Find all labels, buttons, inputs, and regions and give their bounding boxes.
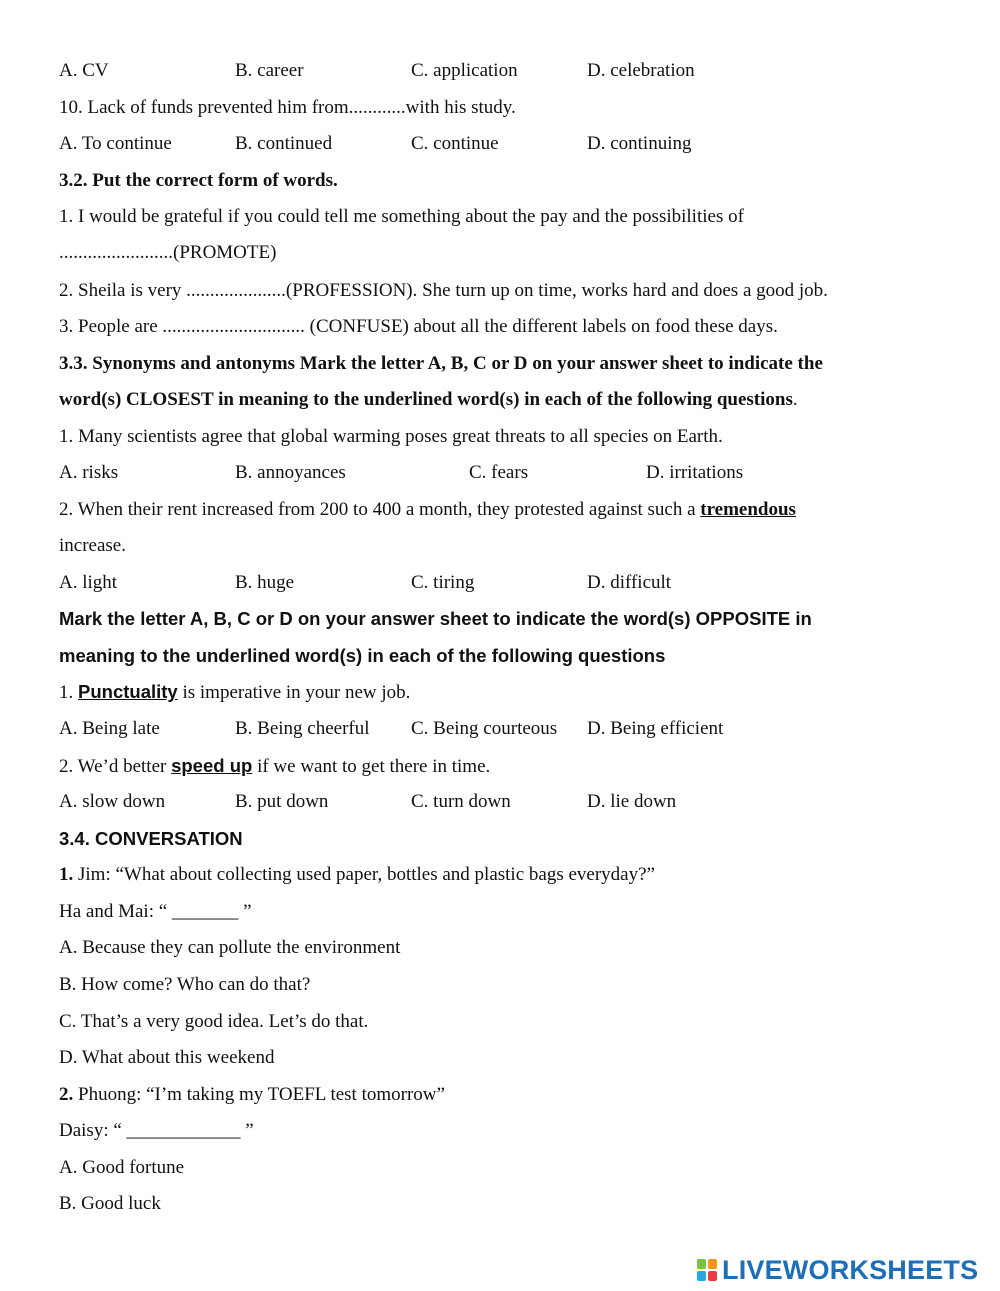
q10-option-b[interactable]: B. continued <box>235 133 333 154</box>
section-3-3-heading-line1: 3.3. Synonyms and antonyms Mark the letter A, B, C or D on your answer sheet to indicate the <box>59 353 823 374</box>
logo-icon-tile-green <box>697 1259 706 1269</box>
s33-q1-option-b[interactable]: B. annoyances <box>235 462 346 483</box>
q10-option-a[interactable]: A. To continue <box>59 133 172 154</box>
conv2-num: 2. <box>59 1084 74 1105</box>
conv1-option-d[interactable]: D. What about this weekend <box>59 1047 275 1068</box>
s33-heading-line2-text: word(s) CLOSEST in meaning to the underlined word(s) in each of the following questions <box>59 389 793 410</box>
q10-option-c[interactable]: C. continue <box>411 133 499 154</box>
opp-q2-option-b[interactable]: B. put down <box>235 791 329 812</box>
s33-q2-option-d[interactable]: D. difficult <box>587 572 672 593</box>
s32-q2: 2. Sheila is very .....................(PROFESSION). She turn up on time, works hard and does a good job. <box>59 280 828 301</box>
q10-stem: 10. Lack of funds prevented him from............with his study. <box>59 97 516 118</box>
s32-q1-line1: 1. I would be grateful if you could tell me something about the pay and the possibilities of <box>59 206 744 227</box>
q9-options <box>59 60 959 82</box>
logo-icon-tile-red <box>708 1271 717 1281</box>
liveworksheets-logo-icon <box>697 1259 717 1281</box>
conv2-line <box>59 1084 445 1106</box>
opposite-heading-line1: Mark the letter A, B, C or D on your answer sheet to indicate the word(s) OPPOSITE in <box>59 608 812 629</box>
q9-option-b[interactable]: B. career <box>235 60 304 81</box>
opp-q1-num: 1. <box>59 682 78 703</box>
s33-q2-option-b[interactable]: B. huge <box>235 572 295 593</box>
opp-q1-option-b[interactable]: B. Being cheerful <box>235 718 370 739</box>
opp-q1-option-c[interactable]: C. Being courteous <box>411 718 558 739</box>
s33-q2-option-a[interactable]: A. light <box>59 572 118 593</box>
conv2-option-a[interactable]: A. Good fortune <box>59 1157 185 1178</box>
conv1-num: 1. <box>59 864 74 885</box>
conv1-option-b[interactable]: B. How come? Who can do that? <box>59 974 311 995</box>
logo-text: LIVEWORKSHEETS <box>722 1254 979 1285</box>
opp-q2-option-c[interactable]: C. turn down <box>411 791 511 812</box>
opp-q1-option-d[interactable]: D. Being efficient <box>587 718 724 739</box>
s33-q1-stem: 1. Many scientists agree that global warming poses great threats to all species on Earth. <box>59 426 723 447</box>
opp-q2-underlined-word: speed up <box>171 755 253 776</box>
s33-q1-option-a[interactable]: A. risks <box>59 462 119 483</box>
opposite-heading-line2: meaning to the underlined word(s) in each of the following questions <box>59 645 666 666</box>
opp-q2-rest: if we want to get there in time. <box>252 756 491 777</box>
s33-q1-option-c[interactable]: C. fears <box>469 462 529 483</box>
conv2-reply: Daisy: “ ____________ ” <box>59 1120 254 1141</box>
s33-q2-option-c[interactable]: C. tiring <box>411 572 475 593</box>
s33-q2-stem <box>59 499 796 521</box>
conv1-line <box>59 864 655 886</box>
section-3-3-heading-line2 <box>59 389 798 411</box>
opp-q1-option-a[interactable]: A. Being late <box>59 718 160 739</box>
conv1-option-a[interactable]: A. Because they can pollute the environment <box>59 937 401 958</box>
s33-q2-options <box>59 572 959 594</box>
opp-q1-options <box>59 718 959 740</box>
conv1-option-c[interactable]: C. That’s a very good idea. Let’s do that. <box>59 1011 369 1032</box>
conv1-text: Jim: “What about collecting used paper, bottles and plastic bags everyday?” <box>73 864 655 885</box>
logo-icon-tile-blue <box>697 1271 706 1281</box>
section-3-2-heading: 3.2. Put the correct form of words. <box>59 170 338 191</box>
conv2-text: Phuong: “I’m taking my TOEFL test tomorrow” <box>73 1084 445 1105</box>
conv2-option-b[interactable]: B. Good luck <box>59 1193 161 1214</box>
liveworksheets-logo <box>697 1253 978 1287</box>
s33-q2-stem-line2: increase. <box>59 535 126 556</box>
opp-q2-stem <box>59 755 490 778</box>
s33-q1-options <box>59 462 959 484</box>
logo-icon-tile-orange <box>708 1259 717 1269</box>
opp-q1-stem <box>59 681 410 704</box>
conv1-reply: Ha and Mai: “ _______ ” <box>59 901 252 922</box>
s32-q3: 3. People are .............................. (CONFUSE) about all the different labels on food these days. <box>59 316 778 337</box>
q10-option-d[interactable]: D. continuing <box>587 133 692 154</box>
s32-q1-line2: ........................(PROMOTE) <box>59 242 277 263</box>
s33-q2-stem-pre: 2. When their rent increased from 200 to 400 a month, they protested against such a <box>59 499 701 520</box>
q9-option-d[interactable]: D. celebration <box>587 60 695 81</box>
s33-q2-underlined-word: tremendous <box>700 499 796 520</box>
opp-q1-rest: is imperative in your new job. <box>177 682 411 703</box>
s33-heading-end: . <box>792 389 798 410</box>
q10-options <box>59 133 959 155</box>
opp-q2-options <box>59 791 959 813</box>
opp-q2-option-a[interactable]: A. slow down <box>59 791 166 812</box>
opp-q2-option-d[interactable]: D. lie down <box>587 791 677 812</box>
s33-q1-option-d[interactable]: D. irritations <box>646 462 744 483</box>
opp-q2-pre: 2. We’d better <box>59 756 172 777</box>
q9-option-a[interactable]: A. CV <box>59 60 109 81</box>
q9-option-c[interactable]: C. application <box>411 60 518 81</box>
opp-q1-underlined-word: Punctuality <box>78 681 178 702</box>
section-3-4-heading: 3.4. CONVERSATION <box>59 828 243 849</box>
